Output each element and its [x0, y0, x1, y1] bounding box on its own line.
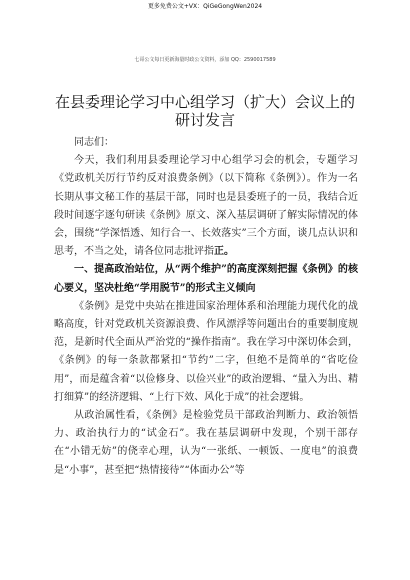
intro-paragraph-text: 今天，我们利用县委理论学习中心组学习会的机会，专题学习《党政机关厉行节约反对浪费条例》（以下简称《条例》）。作为一名长期从事文秘工作的基层干部，同时也是县委班子的一员，我结合近段时间逐字逐句研读《条例》原文、深入基层调研了解实际情况的体会，围绕“学深悟透、知行合一、长效落实”三个方面，谈几点认识和思考，不当之处，请各位同志批评指: [54, 155, 358, 258]
document-body: [54, 134, 358, 480]
intro-paragraph: [54, 152, 358, 261]
header-sub-note: 七哥公文每日更新海量时政公文资料，添加 QQ：2590017589: [134, 57, 276, 63]
section-heading-1: 一、提高政治站位，从“两个维护”的高度深刻把握《条例》的核心要义，坚决杜绝“学用脱节”的形式主义倾向: [54, 264, 358, 294]
greeting: 同志们：: [74, 137, 114, 148]
intro-paragraph-tail: 正。: [214, 246, 234, 258]
document-title: 在县委理论学习中心组学习（扩大）会议上的研讨发言: [54, 93, 355, 129]
header-promo-text: 更多免费公文+VX：QiGeGongWen2024: [147, 3, 263, 10]
body-paragraph-2: 《条例》是党中央站在推进国家治理体系和治理能力现代化的战略高度，针对党政机关资源浪费、作风漂浮等问题出台的重要制度规范，是新时代全面从严治党的“操作指南”。我在学习中深切体会到，《条例》的每一条款都紧扣“节约”二字，但绝不是简单的“省吃俭用”，而是蕴含着“以俭修身、以俭兴业”的政治逻辑、“量入为出、精打细算”的经济逻辑、“上行下效、风化于成”的社会逻辑。: [54, 300, 358, 403]
body-paragraph-3: 从政治属性看，《条例》是检验党员干部政治判断力、政治领悟力、政治执行力的“试金石”。我在基层调研中发现，个别干部存在“小错无妨”的侥幸心理，认为“一张纸、一顿饭、一度电”的浪费是“小事”，甚至把“热情接待”“体面办公”等: [54, 410, 358, 476]
